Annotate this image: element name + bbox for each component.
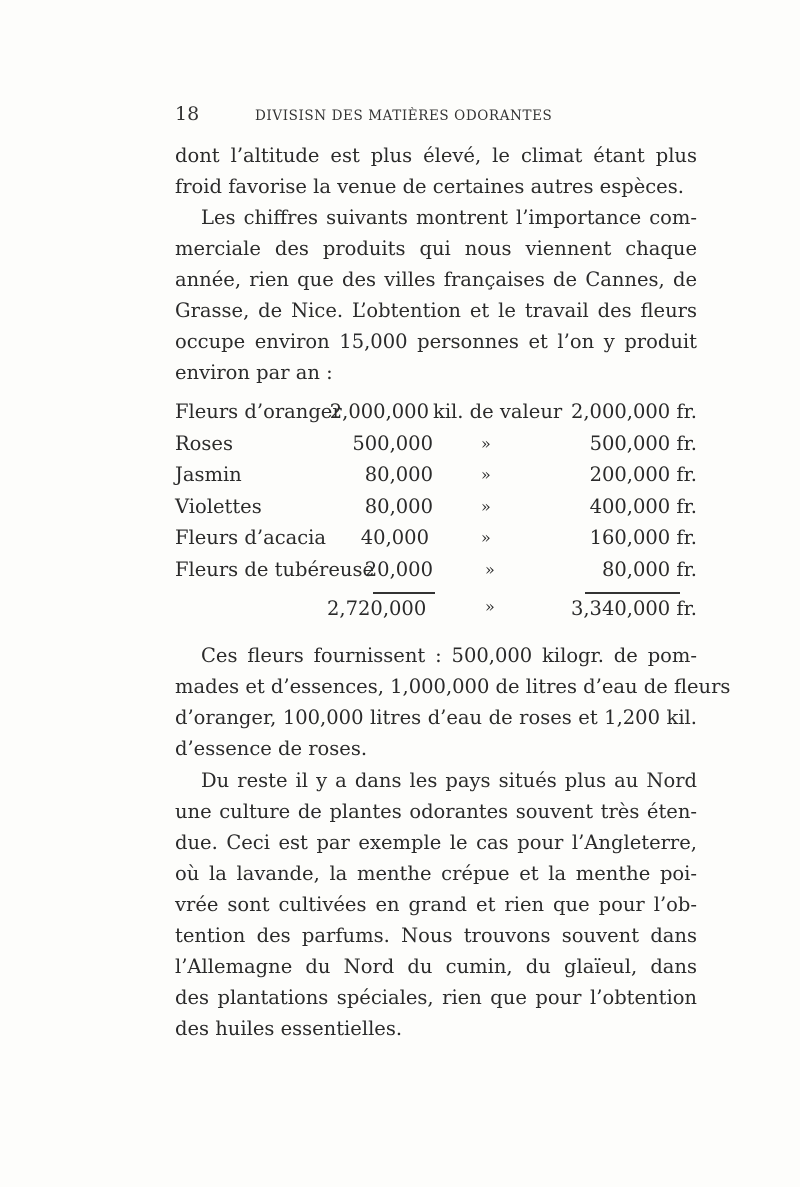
ditto-mark: » (485, 559, 495, 579)
paragraph-products (175, 640, 731, 764)
quantity: 40,000 (360, 526, 429, 549)
flower-name: Fleurs d’acacia (175, 526, 327, 549)
text-line: merciale des produits qui nous viennent chaque (175, 237, 697, 260)
text-line: tention des parfums. Nous trouvons souvent dans (175, 924, 697, 947)
flower-name: Roses (175, 431, 233, 455)
ditto-mark: » (485, 597, 495, 616)
flower-name: Fleurs de tubéreuse (175, 557, 374, 581)
text-line: dont l’altitude est plus élevé, le climat étant plus (175, 144, 697, 167)
text-line: froid favorise la venue de certaines autres espèces. (175, 175, 684, 198)
ditto-mark: » (481, 528, 491, 547)
text-line: vrée sont cultivées en grand et rien que pour l’ob- (175, 893, 697, 916)
paragraph-north (175, 765, 697, 1044)
sum-rule-value (585, 592, 680, 594)
text-line: l’Allemagne du Nord du cumin, du glaïeul, dans (175, 955, 697, 978)
flower-name: Jasmin (175, 463, 242, 486)
sum-rule-quantity (373, 592, 435, 594)
table-row (175, 396, 697, 428)
text-line: où la lavande, la menthe crépue et la menthe poi- (175, 862, 697, 885)
ditto-mark: » (481, 465, 491, 484)
text-line: d’oranger, 100,000 litres d’eau de roses et 1,200 kil. (175, 706, 697, 729)
quantity: 500,000 (352, 431, 433, 455)
quantity: 80,000 (364, 494, 433, 518)
table-total-row (175, 597, 697, 629)
page-header (175, 103, 697, 129)
value: 400,000 fr. (589, 494, 697, 518)
text-line: une culture de plantes odorantes souvent très éten- (175, 800, 697, 823)
text-line: due. Ceci est par exemple le cas pour l’Angleterre, (175, 831, 697, 854)
value: 80,000 fr. (601, 557, 697, 581)
value: 2,000,000 fr. (570, 400, 697, 423)
flower-name: Violettes (175, 494, 262, 518)
text-line: d’essence de roses. (175, 737, 368, 760)
text-line: année, rien que des villes françaises de Cannes, de (175, 268, 697, 291)
text-line: Ces fleurs fournissent : 500,000 kilogr. de pom- (201, 644, 697, 667)
flower-name: Fleurs d’oranger (175, 400, 342, 423)
page-number: 18 (175, 103, 200, 125)
quantity: 2,000,000 (329, 400, 429, 423)
table-row (175, 491, 697, 523)
text-line: Grasse, de Nice. L’obtention et le travail des fleurs (175, 299, 697, 322)
quantity: 80,000 (364, 463, 433, 486)
running-title: DIVISISN DES MATIÈRES ODORANTES (255, 108, 553, 124)
text-line: occupe environ 15,000 personnes et l’on y produit (175, 330, 697, 353)
paragraph-intro (175, 140, 697, 388)
production-table (175, 396, 697, 585)
text-line: mades et d’essences, 1,000,000 de litres d’eau de fleurs (175, 675, 731, 698)
value: 500,000 fr. (589, 431, 697, 455)
table-row (175, 459, 697, 491)
text-line: des huiles essentielles. (175, 1017, 403, 1040)
total-value: 3,340,000 fr. (570, 597, 697, 620)
quantity: 20,000 (364, 557, 433, 581)
text-line: environ par an : (175, 361, 333, 384)
total-quantity: 2,720,000 (327, 597, 427, 620)
ditto-mark: » (481, 496, 491, 516)
table-row (175, 554, 697, 586)
unit-label: kil. de valeur (433, 400, 563, 423)
value: 160,000 fr. (589, 526, 697, 549)
table-row (175, 428, 697, 460)
ditto-mark: » (481, 433, 491, 453)
table-row (175, 522, 697, 554)
text-line: Les chiffres suivants montrent l’importance com- (201, 206, 697, 229)
text-line: des plantations spéciales, rien que pour l’obtention (175, 986, 697, 1009)
value: 200,000 fr. (589, 463, 697, 486)
text-line: Du reste il y a dans les pays situés plus au Nord (201, 769, 697, 792)
